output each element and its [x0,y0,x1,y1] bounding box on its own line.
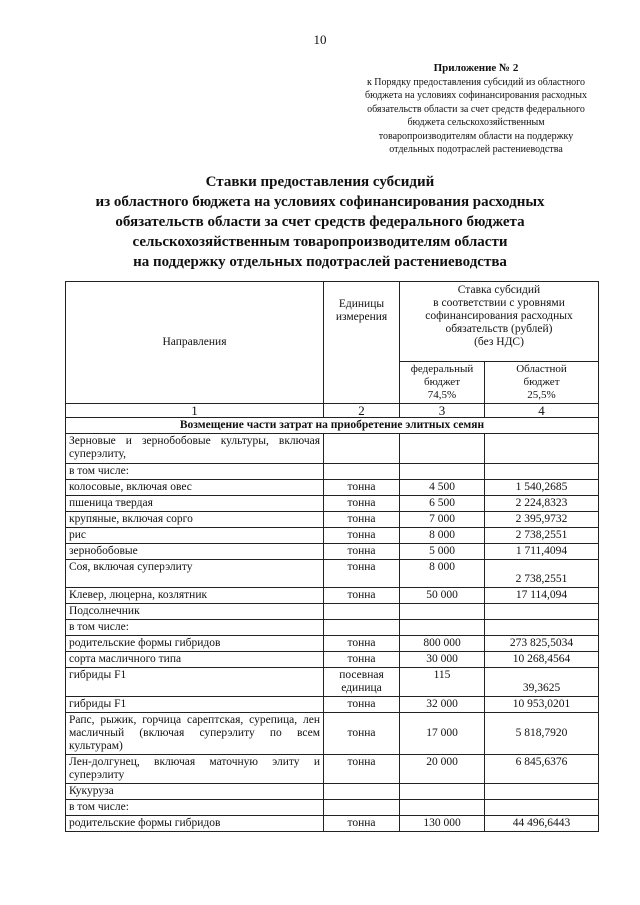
row-regional-rate: 10 953,0201 [485,697,599,713]
row-federal-rate [400,434,485,464]
title-line: обязательств области за счет средств федерального бюджета [115,214,525,230]
header-federal-line: 74,5% [427,389,457,401]
column-number: 1 [66,404,324,418]
row-regional-rate [485,784,599,800]
table-row [66,434,599,464]
table-row [66,512,599,528]
row-unit: тонна [324,713,400,755]
row-direction: Клевер, люцерна, козлятник [66,588,324,604]
row-direction: Зерновые и зернобобовые культуры, включая суперэлиту, [66,434,324,464]
table-row [66,652,599,668]
row-federal-rate [400,464,485,480]
header-regional [485,362,599,404]
table-row [66,496,599,512]
row-regional-rate: 2 738,2551 [485,528,599,544]
row-regional-rate: 1 711,4094 [485,544,599,560]
row-unit: тонна [324,697,400,713]
row-regional-rate: 273 825,5034 [485,636,599,652]
appendix-block [330,62,622,157]
row-unit: тонна [324,528,400,544]
row-federal-rate: 30 000 [400,652,485,668]
row-direction: родительские формы гибридов [66,816,324,832]
table-row [66,784,599,800]
appendix-line: бюджета на условиях софинансирования расходных [365,90,587,101]
row-direction: колосовые, включая овес [66,480,324,496]
row-unit: тонна [324,512,400,528]
row-unit [324,604,400,620]
row-direction: Рапс, рыжик, горчица сарептская, сурепица, лен масличный (включая суперэлиту по всем культурам) [66,713,324,755]
row-regional-rate: 2 738,2551 [485,560,599,588]
subsidy-rates-table [65,281,599,832]
table-row [66,464,599,480]
row-direction: крупяные, включая сорго [66,512,324,528]
row-federal-rate [400,784,485,800]
table-row [66,604,599,620]
appendix-line: обязательств области за счет средств федерального [367,103,585,115]
header-units: Единицы измерения [324,282,400,404]
row-direction: в том числе: [66,800,324,816]
table-row [66,528,599,544]
row-regional-rate [485,464,599,480]
header-regional-line: бюджет [523,376,560,388]
row-unit: посевная единица [324,668,400,697]
row-direction: сорта масличного типа [66,652,324,668]
row-federal-rate [400,620,485,636]
row-unit: тонна [324,588,400,604]
appendix-line: бюджета сельскохозяйственным [407,117,545,128]
row-federal-rate: 8 000 [400,528,485,544]
header-regional-line: 25,5% [527,389,556,401]
table-row [66,588,599,604]
column-number: 2 [324,404,400,418]
row-federal-rate: 50 000 [400,588,485,604]
row-direction: Соя, включая суперэлиту [66,560,324,588]
row-unit: тонна [324,652,400,668]
table-row [66,620,599,636]
row-regional-rate [485,800,599,816]
appendix-line: товаропроизводителям области на поддержку [378,130,574,142]
row-federal-rate: 32 000 [400,697,485,713]
header-rate-line: софинансирования расходных [425,310,573,322]
row-federal-rate: 6 500 [400,496,485,512]
row-unit [324,620,400,636]
row-regional-rate: 44 496,6443 [485,816,599,832]
row-regional-rate: 1 540,2685 [485,480,599,496]
title-line: из областного бюджета на условиях софинансирования расходных [95,194,545,210]
row-federal-rate: 800 000 [400,636,485,652]
appendix-line: отдельных подотраслей растениеводства [389,144,563,155]
row-regional-rate: 39,3625 [485,668,599,697]
row-regional-rate [485,620,599,636]
table-row [66,636,599,652]
row-unit: тонна [324,636,400,652]
column-number-row [66,404,599,418]
row-unit: тонна [324,480,400,496]
table-row [66,480,599,496]
row-unit [324,434,400,464]
row-direction: родительские формы гибридов [66,636,324,652]
row-regional-rate: 6 845,6376 [485,755,599,784]
row-regional-rate [485,434,599,464]
row-unit: тонна [324,544,400,560]
section-title: Возмещение части затрат на приобретение элитных семян [66,418,599,434]
row-federal-rate: 4 500 [400,480,485,496]
column-number: 3 [400,404,485,418]
header-rate-line: Ставка субсидий [457,284,541,296]
header-direction: Направления [66,282,324,404]
row-federal-rate [400,604,485,620]
row-unit [324,800,400,816]
row-direction: Кукуруза [66,784,324,800]
row-federal-rate: 8 000 [400,560,485,588]
header-federal-line: федеральный [410,363,474,375]
row-federal-rate: 7 000 [400,512,485,528]
section-header-row [66,418,599,434]
table-row [66,560,599,588]
header-federal [400,362,485,404]
row-regional-rate: 17 114,094 [485,588,599,604]
appendix-line: к Порядку предоставления субсидий из областного [366,76,586,88]
row-direction: гибриды F1 [66,668,324,697]
header-regional-line: Областной [516,363,567,375]
row-regional-rate: 2 224,8323 [485,496,599,512]
row-regional-rate: 10 268,4564 [485,652,599,668]
header-rate [400,282,599,362]
table-row [66,713,599,755]
row-unit [324,784,400,800]
document-title [60,172,580,272]
row-direction: Лен-долгунец, включая маточную элиту и суперэлиту [66,755,324,784]
table-row [66,800,599,816]
row-unit: тонна [324,496,400,512]
page-number: 10 [313,32,327,47]
table-row [66,544,599,560]
appendix-title: Приложение № 2 [433,62,519,74]
header-rate-line: в соответствии с уровнями [433,297,565,309]
table-header-row [66,282,599,362]
row-federal-rate: 115 [400,668,485,697]
row-direction: гибриды F1 [66,697,324,713]
row-unit: тонна [324,816,400,832]
row-direction: в том числе: [66,620,324,636]
row-direction: Подсолнечник [66,604,324,620]
row-federal-rate: 5 000 [400,544,485,560]
header-rate-line: обязательств (рублей) [445,323,553,335]
row-direction: рис [66,528,324,544]
row-federal-rate [400,800,485,816]
row-regional-rate: 2 395,9732 [485,512,599,528]
row-direction: пшеница твердая [66,496,324,512]
title-line: Ставки предоставления субсидий [205,174,435,190]
column-number: 4 [485,404,599,418]
table-row [66,697,599,713]
row-unit [324,464,400,480]
row-federal-rate: 17 000 [400,713,485,755]
row-federal-rate: 20 000 [400,755,485,784]
row-unit: тонна [324,560,400,588]
row-direction: в том числе: [66,464,324,480]
row-federal-rate: 130 000 [400,816,485,832]
header-rate-line: (без НДС) [474,336,524,348]
row-regional-rate: 5 818,7920 [485,713,599,755]
header-federal-line: бюджет [424,376,460,388]
title-line: сельскохозяйственным товаропроизводителям области [132,234,508,250]
row-unit: тонна [324,755,400,784]
table-row [66,668,599,697]
row-direction: зернобобовые [66,544,324,560]
table-row [66,755,599,784]
table-row [66,816,599,832]
row-regional-rate [485,604,599,620]
title-line: на поддержку отдельных подотраслей растениеводства [133,254,507,270]
